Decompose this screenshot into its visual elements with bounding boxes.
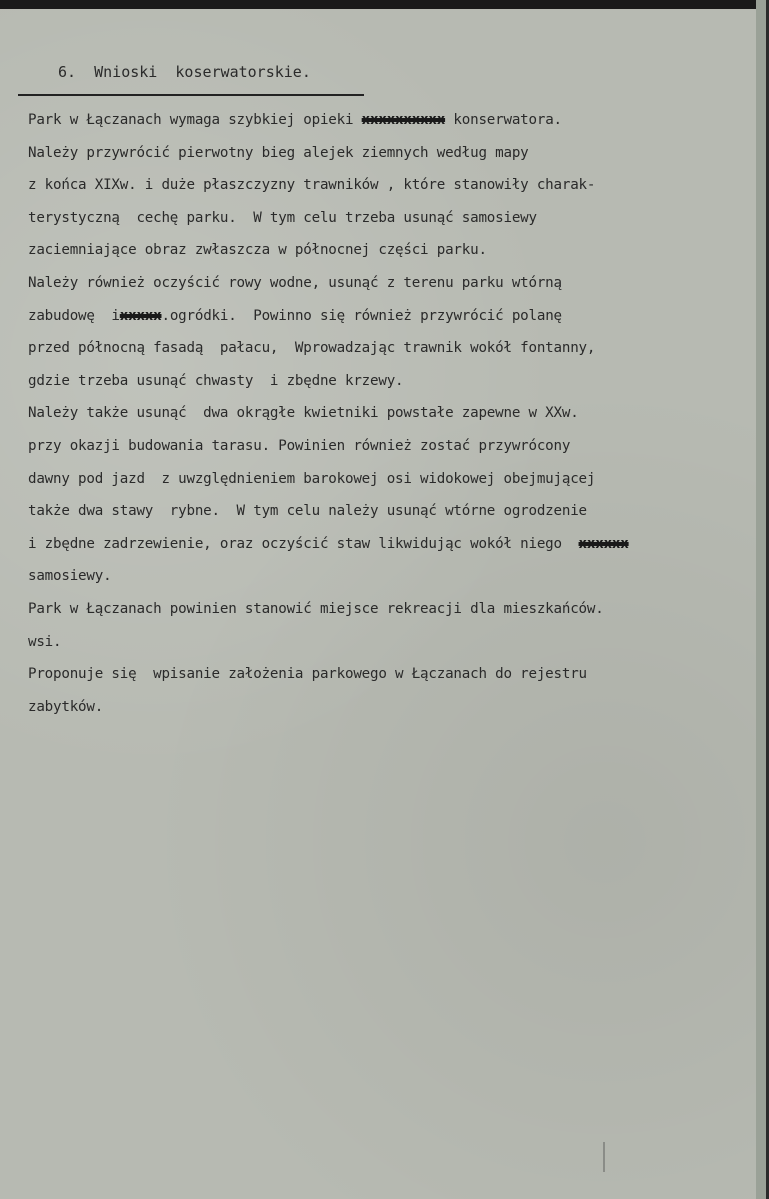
document-body	[28, 110, 766, 729]
text-line	[28, 208, 766, 241]
text-line	[28, 306, 766, 339]
paper-mark	[603, 1142, 605, 1172]
struck-text: xxxxxx	[578, 535, 629, 552]
text-segment: przed północną fasadą pałacu, Wprowadzając trawnik wokół fontanny,	[28, 340, 596, 357]
text-segment: przy okazji budowania tarasu. Powinien również zostać przywrócony	[28, 437, 571, 454]
text-line	[28, 110, 766, 143]
text-line	[28, 240, 766, 273]
text-line	[28, 469, 766, 502]
text-line	[28, 501, 766, 534]
text-line	[28, 566, 766, 599]
text-segment: także dwa stawy rybne. W tym celu należy usunąć wtórne ogrodzenie	[28, 503, 587, 520]
text-line	[28, 175, 766, 208]
text-segment: Park w Łączanach wymaga szybkiej opieki	[28, 112, 362, 128]
text-segment: .ogródki. Powinno się również przywrócić polanę	[161, 307, 562, 324]
text-segment: Należy również oczyścić rowy wodne, usunąć z terenu parku wtórną	[28, 274, 562, 291]
text-line	[28, 338, 766, 371]
section-heading: 6. Wnioski koserwatorskie.	[58, 63, 311, 81]
text-segment: konserwatora.	[445, 112, 562, 128]
text-segment: Proponuje się wpisanie założenia parkowego w Łączanach do rejestru	[28, 666, 587, 683]
text-segment: Należy także usunąć dwa okrągłe kwietniki powstałe zapewne w XXw.	[28, 405, 579, 422]
text-line	[28, 403, 766, 436]
text-segment: dawny pod jazd z uwzględnieniem barokowej osi widokowej obejmującej	[28, 470, 596, 487]
text-line	[28, 697, 766, 730]
text-segment: Należy przywrócić pierwotny bieg alejek ziemnych według mapy	[28, 144, 529, 161]
text-line	[28, 664, 766, 697]
text-segment: gdzie trzeba usunąć chwasty i zbędne krzewy.	[28, 372, 404, 389]
text-line	[28, 273, 766, 306]
text-segment: z końca XIXw. i duże płaszczyzny trawników , które stanowiły charak-	[28, 177, 596, 194]
text-segment: zabytków.	[28, 698, 104, 715]
text-line	[28, 371, 766, 404]
text-segment: samosiewy.	[28, 568, 112, 585]
text-segment: zaciemniające obraz zwłaszcza w północnej części parku.	[28, 242, 487, 259]
text-segment: Park w Łączanach powinien stanowić miejsce rekreacji dla mieszkańców.	[28, 600, 604, 617]
text-line	[28, 632, 766, 665]
text-line	[28, 143, 766, 176]
text-line	[28, 436, 766, 469]
struck-text: xxxxxxxxxx	[361, 112, 446, 128]
text-segment: terystyczną cechę parku. W tym celu trzeba usunąć samosiewy	[28, 209, 537, 226]
struck-text: xxxxx	[119, 307, 162, 324]
text-line	[28, 534, 766, 567]
text-segment: zabudowę i	[28, 307, 120, 324]
text-segment: wsi.	[28, 633, 62, 650]
text-line	[28, 599, 766, 632]
text-segment: i zbędne zadrzewienie, oraz oczyścić staw likwidując wokół niego	[28, 535, 579, 552]
heading-underline	[18, 94, 364, 96]
